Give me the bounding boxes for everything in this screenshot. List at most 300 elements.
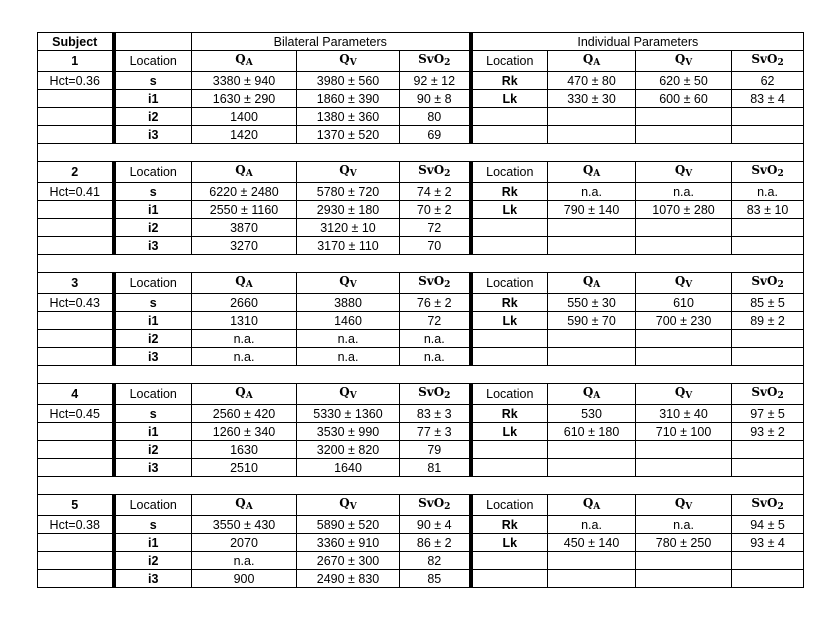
bilateral-qa: 2550 ± 1160 — [192, 201, 297, 219]
bilateral-qa: n.a. — [192, 348, 297, 366]
svo2-header-subscript: 2 — [444, 169, 451, 179]
subject-header-row — [38, 162, 804, 183]
bilateral-qv: n.a. — [297, 348, 400, 366]
bilateral-qv: 2930 ± 180 — [297, 201, 400, 219]
qv-header-subscript: V — [685, 391, 693, 401]
subject-header-row — [38, 273, 804, 294]
subject-id: 1 — [38, 51, 114, 72]
qa-header — [548, 495, 636, 516]
location-header: Location — [471, 495, 548, 516]
individual-location: Lk — [471, 201, 548, 219]
qv-header — [297, 162, 400, 183]
svo2-header-subscript: 2 — [777, 169, 784, 179]
bilateral-svo2: 74 ± 2 — [400, 183, 471, 201]
individual-svo2 — [732, 441, 804, 459]
qa-header-symbol: Q — [235, 385, 246, 399]
qa-header — [192, 495, 297, 516]
bilateral-location: s — [114, 405, 192, 423]
table-row — [38, 72, 804, 90]
bilateral-qv: 2670 ± 300 — [297, 552, 400, 570]
individual-qv — [636, 330, 732, 348]
individual-location: Lk — [471, 534, 548, 552]
svo2-header-subscript: 2 — [444, 391, 451, 401]
bilateral-qa: 2560 ± 420 — [192, 405, 297, 423]
bilateral-location: i3 — [114, 570, 192, 588]
location-header: Location — [114, 384, 192, 405]
bilateral-svo2: 72 — [400, 312, 471, 330]
individual-qv — [636, 348, 732, 366]
location-header: Location — [471, 162, 548, 183]
bilateral-qv: 5890 ± 520 — [297, 516, 400, 534]
qa-header-subscript: A — [245, 169, 253, 179]
individual-svo2: 97 ± 5 — [732, 405, 804, 423]
bilateral-qv: 2490 ± 830 — [297, 570, 400, 588]
svo2-header-symbol: SvO — [418, 274, 445, 288]
bilateral-location: s — [114, 183, 192, 201]
bilateral-svo2: 86 ± 2 — [400, 534, 471, 552]
individual-svo2 — [732, 219, 804, 237]
bilateral-qa: 1420 — [192, 126, 297, 144]
separator-row — [38, 477, 804, 495]
bilateral-location: i2 — [114, 552, 192, 570]
subject-header-row — [38, 51, 804, 72]
individual-location: Rk — [471, 294, 548, 312]
svo2-header-symbol: SvO — [751, 52, 778, 66]
individual-svo2: 93 ± 4 — [732, 534, 804, 552]
table-row — [38, 459, 804, 477]
individual-qa — [548, 126, 636, 144]
individual-qa — [548, 459, 636, 477]
qa-header — [192, 51, 297, 72]
qa-header — [192, 384, 297, 405]
table-row — [38, 552, 804, 570]
individual-location — [471, 552, 548, 570]
individual-svo2 — [732, 330, 804, 348]
individual-qa — [548, 570, 636, 588]
individual-qa: 610 ± 180 — [548, 423, 636, 441]
individual-qa: 590 ± 70 — [548, 312, 636, 330]
bilateral-svo2: 76 ± 2 — [400, 294, 471, 312]
individual-svo2 — [732, 552, 804, 570]
subject-id: 4 — [38, 384, 114, 405]
qv-header-symbol: Q — [339, 274, 350, 288]
bilateral-location: i1 — [114, 312, 192, 330]
qv-header — [297, 495, 400, 516]
individual-qv: 1070 ± 280 — [636, 201, 732, 219]
svo2-header — [732, 273, 804, 294]
empty-cell — [38, 459, 114, 477]
qa-header-symbol: Q — [582, 274, 594, 288]
individual-qv — [636, 126, 732, 144]
individual-location — [471, 237, 548, 255]
separator-cell — [38, 144, 804, 162]
individual-svo2: 85 ± 5 — [732, 294, 804, 312]
hct-value: Hct=0.41 — [38, 183, 114, 201]
subject-id: 3 — [38, 273, 114, 294]
qv-header-subscript: V — [685, 58, 693, 68]
bilateral-location: i1 — [114, 90, 192, 108]
bilateral-svo2: 79 — [400, 441, 471, 459]
bilateral-qa: 6220 ± 2480 — [192, 183, 297, 201]
empty-cell — [38, 348, 114, 366]
qv-header — [636, 162, 732, 183]
empty-cell — [38, 237, 114, 255]
location-header: Location — [114, 495, 192, 516]
individual-location — [471, 348, 548, 366]
subject-header-row — [38, 384, 804, 405]
bilateral-qv: 3170 ± 110 — [297, 237, 400, 255]
individual-svo2 — [732, 459, 804, 477]
individual-qa — [548, 441, 636, 459]
bilateral-location: i2 — [114, 330, 192, 348]
qa-header-subscript: A — [245, 280, 253, 290]
table-row — [38, 126, 804, 144]
table-row — [38, 108, 804, 126]
empty-cell — [38, 108, 114, 126]
qa-header — [548, 384, 636, 405]
qv-header-symbol: Q — [674, 163, 686, 177]
individual-qa: 790 ± 140 — [548, 201, 636, 219]
svo2-header — [732, 495, 804, 516]
table-row — [38, 294, 804, 312]
empty-cell — [38, 126, 114, 144]
qa-header-symbol: Q — [582, 385, 594, 399]
svo2-header-subscript: 2 — [444, 58, 451, 68]
individual-svo2 — [732, 237, 804, 255]
table-row — [38, 237, 804, 255]
individual-svo2: 93 ± 2 — [732, 423, 804, 441]
bilateral-qa: 1400 — [192, 108, 297, 126]
bilateral-svo2: n.a. — [400, 348, 471, 366]
empty-cell — [38, 330, 114, 348]
qv-header-symbol: Q — [339, 163, 350, 177]
table-row — [38, 570, 804, 588]
bilateral-svo2: 80 — [400, 108, 471, 126]
individual-qv — [636, 570, 732, 588]
bilateral-qa: 2070 — [192, 534, 297, 552]
svo2-header — [400, 51, 471, 72]
bilateral-qv: 1370 ± 520 — [297, 126, 400, 144]
bilateral-qa: 1630 ± 290 — [192, 90, 297, 108]
individual-svo2: 89 ± 2 — [732, 312, 804, 330]
qv-header-subscript: V — [349, 280, 357, 290]
individual-header: Individual Parameters — [471, 33, 804, 51]
individual-location — [471, 126, 548, 144]
individual-qv — [636, 237, 732, 255]
empty-cell — [38, 90, 114, 108]
bilateral-location: s — [114, 72, 192, 90]
qv-header — [297, 384, 400, 405]
separator-cell — [38, 477, 804, 495]
individual-qv — [636, 219, 732, 237]
bilateral-svo2: 82 — [400, 552, 471, 570]
location-header: Location — [114, 162, 192, 183]
qa-header-symbol: Q — [582, 52, 594, 66]
table-row — [38, 183, 804, 201]
qv-header — [297, 51, 400, 72]
bilateral-qa: 1260 ± 340 — [192, 423, 297, 441]
bilateral-qa: 2660 — [192, 294, 297, 312]
svo2-header-subscript: 2 — [444, 280, 451, 290]
bilateral-location: i3 — [114, 459, 192, 477]
table-row — [38, 330, 804, 348]
svo2-header-subscript: 2 — [777, 502, 784, 512]
qv-header-symbol: Q — [674, 496, 686, 510]
bilateral-qv: 3120 ± 10 — [297, 219, 400, 237]
svo2-header — [400, 162, 471, 183]
bilateral-location: i2 — [114, 219, 192, 237]
qa-header-symbol: Q — [582, 496, 594, 510]
separator-cell — [38, 255, 804, 273]
bilateral-qv: 3530 ± 990 — [297, 423, 400, 441]
qv-header-subscript: V — [685, 169, 693, 179]
svo2-header — [400, 495, 471, 516]
bilateral-location: s — [114, 294, 192, 312]
bilateral-svo2: 77 ± 3 — [400, 423, 471, 441]
individual-location — [471, 330, 548, 348]
bilateral-svo2: 72 — [400, 219, 471, 237]
individual-location — [471, 570, 548, 588]
bilateral-location: i2 — [114, 441, 192, 459]
separator-cell — [38, 366, 804, 384]
location-header: Location — [114, 51, 192, 72]
table-row — [38, 219, 804, 237]
bilateral-qa: 3550 ± 430 — [192, 516, 297, 534]
bilateral-qa: 3870 — [192, 219, 297, 237]
qv-header — [297, 273, 400, 294]
parameters-table — [37, 32, 804, 588]
qa-header-subscript: A — [593, 58, 601, 68]
qv-header-symbol: Q — [339, 385, 350, 399]
individual-svo2: n.a. — [732, 183, 804, 201]
individual-qv: 700 ± 230 — [636, 312, 732, 330]
table-row — [38, 441, 804, 459]
qa-header-symbol: Q — [235, 52, 246, 66]
individual-qa — [548, 348, 636, 366]
qa-header-subscript: A — [245, 391, 253, 401]
individual-location — [471, 459, 548, 477]
table-row — [38, 201, 804, 219]
qv-header-subscript: V — [685, 280, 693, 290]
bilateral-qv: 1380 ± 360 — [297, 108, 400, 126]
bilateral-qv: 1640 — [297, 459, 400, 477]
bilateral-svo2: 90 ± 4 — [400, 516, 471, 534]
bilateral-location: i1 — [114, 201, 192, 219]
qv-header — [636, 51, 732, 72]
individual-qv: n.a. — [636, 183, 732, 201]
location-header: Location — [114, 273, 192, 294]
individual-location: Lk — [471, 90, 548, 108]
bilateral-qa: 900 — [192, 570, 297, 588]
table-row — [38, 405, 804, 423]
bilateral-qv: 3200 ± 820 — [297, 441, 400, 459]
individual-qa: 550 ± 30 — [548, 294, 636, 312]
qv-header-symbol: Q — [339, 496, 350, 510]
individual-location — [471, 219, 548, 237]
table-row — [38, 534, 804, 552]
location-header: Location — [471, 273, 548, 294]
individual-qa: 470 ± 80 — [548, 72, 636, 90]
bilateral-qv: 5330 ± 1360 — [297, 405, 400, 423]
qv-header — [636, 273, 732, 294]
bilateral-svo2: 81 — [400, 459, 471, 477]
bilateral-qa: 3380 ± 940 — [192, 72, 297, 90]
individual-location — [471, 108, 548, 126]
individual-location: Rk — [471, 516, 548, 534]
individual-qv: 600 ± 60 — [636, 90, 732, 108]
separator-row — [38, 255, 804, 273]
qv-header-subscript: V — [685, 502, 693, 512]
svo2-header-symbol: SvO — [418, 385, 445, 399]
bilateral-location: i3 — [114, 348, 192, 366]
empty-cell — [38, 219, 114, 237]
individual-qv — [636, 459, 732, 477]
qv-header — [636, 495, 732, 516]
bilateral-qa: 1310 — [192, 312, 297, 330]
qv-header-symbol: Q — [339, 52, 350, 66]
table-row — [38, 423, 804, 441]
table-row — [38, 348, 804, 366]
bilateral-qv: 3360 ± 910 — [297, 534, 400, 552]
bilateral-location: i1 — [114, 423, 192, 441]
individual-svo2: 94 ± 5 — [732, 516, 804, 534]
individual-qv: 620 ± 50 — [636, 72, 732, 90]
bilateral-location: i3 — [114, 237, 192, 255]
hct-value: Hct=0.36 — [38, 72, 114, 90]
svo2-header — [400, 384, 471, 405]
bilateral-qv: 1460 — [297, 312, 400, 330]
empty-cell — [38, 423, 114, 441]
bilateral-svo2: 70 — [400, 237, 471, 255]
individual-qa — [548, 219, 636, 237]
table-row — [38, 516, 804, 534]
individual-qa: 530 — [548, 405, 636, 423]
individual-svo2: 83 ± 10 — [732, 201, 804, 219]
svo2-header-symbol: SvO — [418, 52, 445, 66]
individual-qa: n.a. — [548, 516, 636, 534]
header-spacer — [114, 33, 192, 51]
hct-value: Hct=0.38 — [38, 516, 114, 534]
bilateral-qa: n.a. — [192, 330, 297, 348]
empty-cell — [38, 312, 114, 330]
qv-header-subscript: V — [349, 58, 357, 68]
svo2-header-symbol: SvO — [751, 496, 778, 510]
qa-header-subscript: A — [593, 391, 601, 401]
svo2-header — [732, 51, 804, 72]
qa-header-symbol: Q — [235, 496, 246, 510]
individual-qv — [636, 441, 732, 459]
qa-header-subscript: A — [593, 502, 601, 512]
subject-header-row — [38, 495, 804, 516]
svo2-header-subscript: 2 — [777, 58, 784, 68]
bilateral-qa: 3270 — [192, 237, 297, 255]
qv-header-subscript: V — [349, 169, 357, 179]
qv-header-subscript: V — [349, 391, 357, 401]
bilateral-qa: 1630 — [192, 441, 297, 459]
bilateral-svo2: 70 ± 2 — [400, 201, 471, 219]
svo2-header-symbol: SvO — [751, 274, 778, 288]
table-row — [38, 312, 804, 330]
svo2-header-symbol: SvO — [418, 496, 445, 510]
separator-row — [38, 366, 804, 384]
individual-qv: 610 — [636, 294, 732, 312]
qv-header-symbol: Q — [674, 385, 686, 399]
qa-header-subscript: A — [245, 502, 253, 512]
hct-value: Hct=0.43 — [38, 294, 114, 312]
individual-qa — [548, 552, 636, 570]
separator-row — [38, 144, 804, 162]
top-header-row — [38, 33, 804, 51]
bilateral-qv: n.a. — [297, 330, 400, 348]
individual-location: Lk — [471, 423, 548, 441]
empty-cell — [38, 441, 114, 459]
qv-header-symbol: Q — [674, 52, 686, 66]
qa-header — [548, 162, 636, 183]
qa-header — [548, 273, 636, 294]
individual-location: Rk — [471, 183, 548, 201]
qa-header — [192, 273, 297, 294]
qa-header — [192, 162, 297, 183]
qa-header-symbol: Q — [235, 274, 246, 288]
bilateral-svo2: n.a. — [400, 330, 471, 348]
individual-qa — [548, 108, 636, 126]
table-row — [38, 90, 804, 108]
location-header: Location — [471, 384, 548, 405]
svo2-header-symbol: SvO — [418, 163, 445, 177]
individual-qa: 330 ± 30 — [548, 90, 636, 108]
location-header: Location — [471, 51, 548, 72]
individual-svo2 — [732, 108, 804, 126]
qa-header-subscript: A — [593, 169, 601, 179]
empty-cell — [38, 570, 114, 588]
bilateral-svo2: 90 ± 8 — [400, 90, 471, 108]
empty-cell — [38, 201, 114, 219]
table-body — [38, 33, 804, 588]
subject-header: Subject — [38, 33, 114, 51]
svo2-header-subscript: 2 — [444, 502, 451, 512]
svo2-header-subscript: 2 — [777, 391, 784, 401]
qa-header-symbol: Q — [235, 163, 246, 177]
individual-qv: 710 ± 100 — [636, 423, 732, 441]
individual-qa — [548, 237, 636, 255]
qa-header — [548, 51, 636, 72]
qv-header-subscript: V — [349, 502, 357, 512]
empty-cell — [38, 552, 114, 570]
individual-svo2: 62 — [732, 72, 804, 90]
individual-qv: 310 ± 40 — [636, 405, 732, 423]
svo2-header-subscript: 2 — [777, 280, 784, 290]
individual-svo2 — [732, 348, 804, 366]
bilateral-location: i1 — [114, 534, 192, 552]
svo2-header — [732, 384, 804, 405]
empty-cell — [38, 534, 114, 552]
bilateral-qa: 2510 — [192, 459, 297, 477]
svo2-header — [400, 273, 471, 294]
hct-value: Hct=0.45 — [38, 405, 114, 423]
individual-location — [471, 441, 548, 459]
bilateral-qv: 5780 ± 720 — [297, 183, 400, 201]
qa-header-subscript: A — [245, 58, 253, 68]
individual-qa: 450 ± 140 — [548, 534, 636, 552]
bilateral-header: Bilateral Parameters — [192, 33, 471, 51]
individual-location: Rk — [471, 405, 548, 423]
qv-header-symbol: Q — [674, 274, 686, 288]
bilateral-qv: 3980 ± 560 — [297, 72, 400, 90]
bilateral-qv: 3880 — [297, 294, 400, 312]
bilateral-location: i2 — [114, 108, 192, 126]
qa-header-symbol: Q — [582, 163, 594, 177]
qa-header-subscript: A — [593, 280, 601, 290]
